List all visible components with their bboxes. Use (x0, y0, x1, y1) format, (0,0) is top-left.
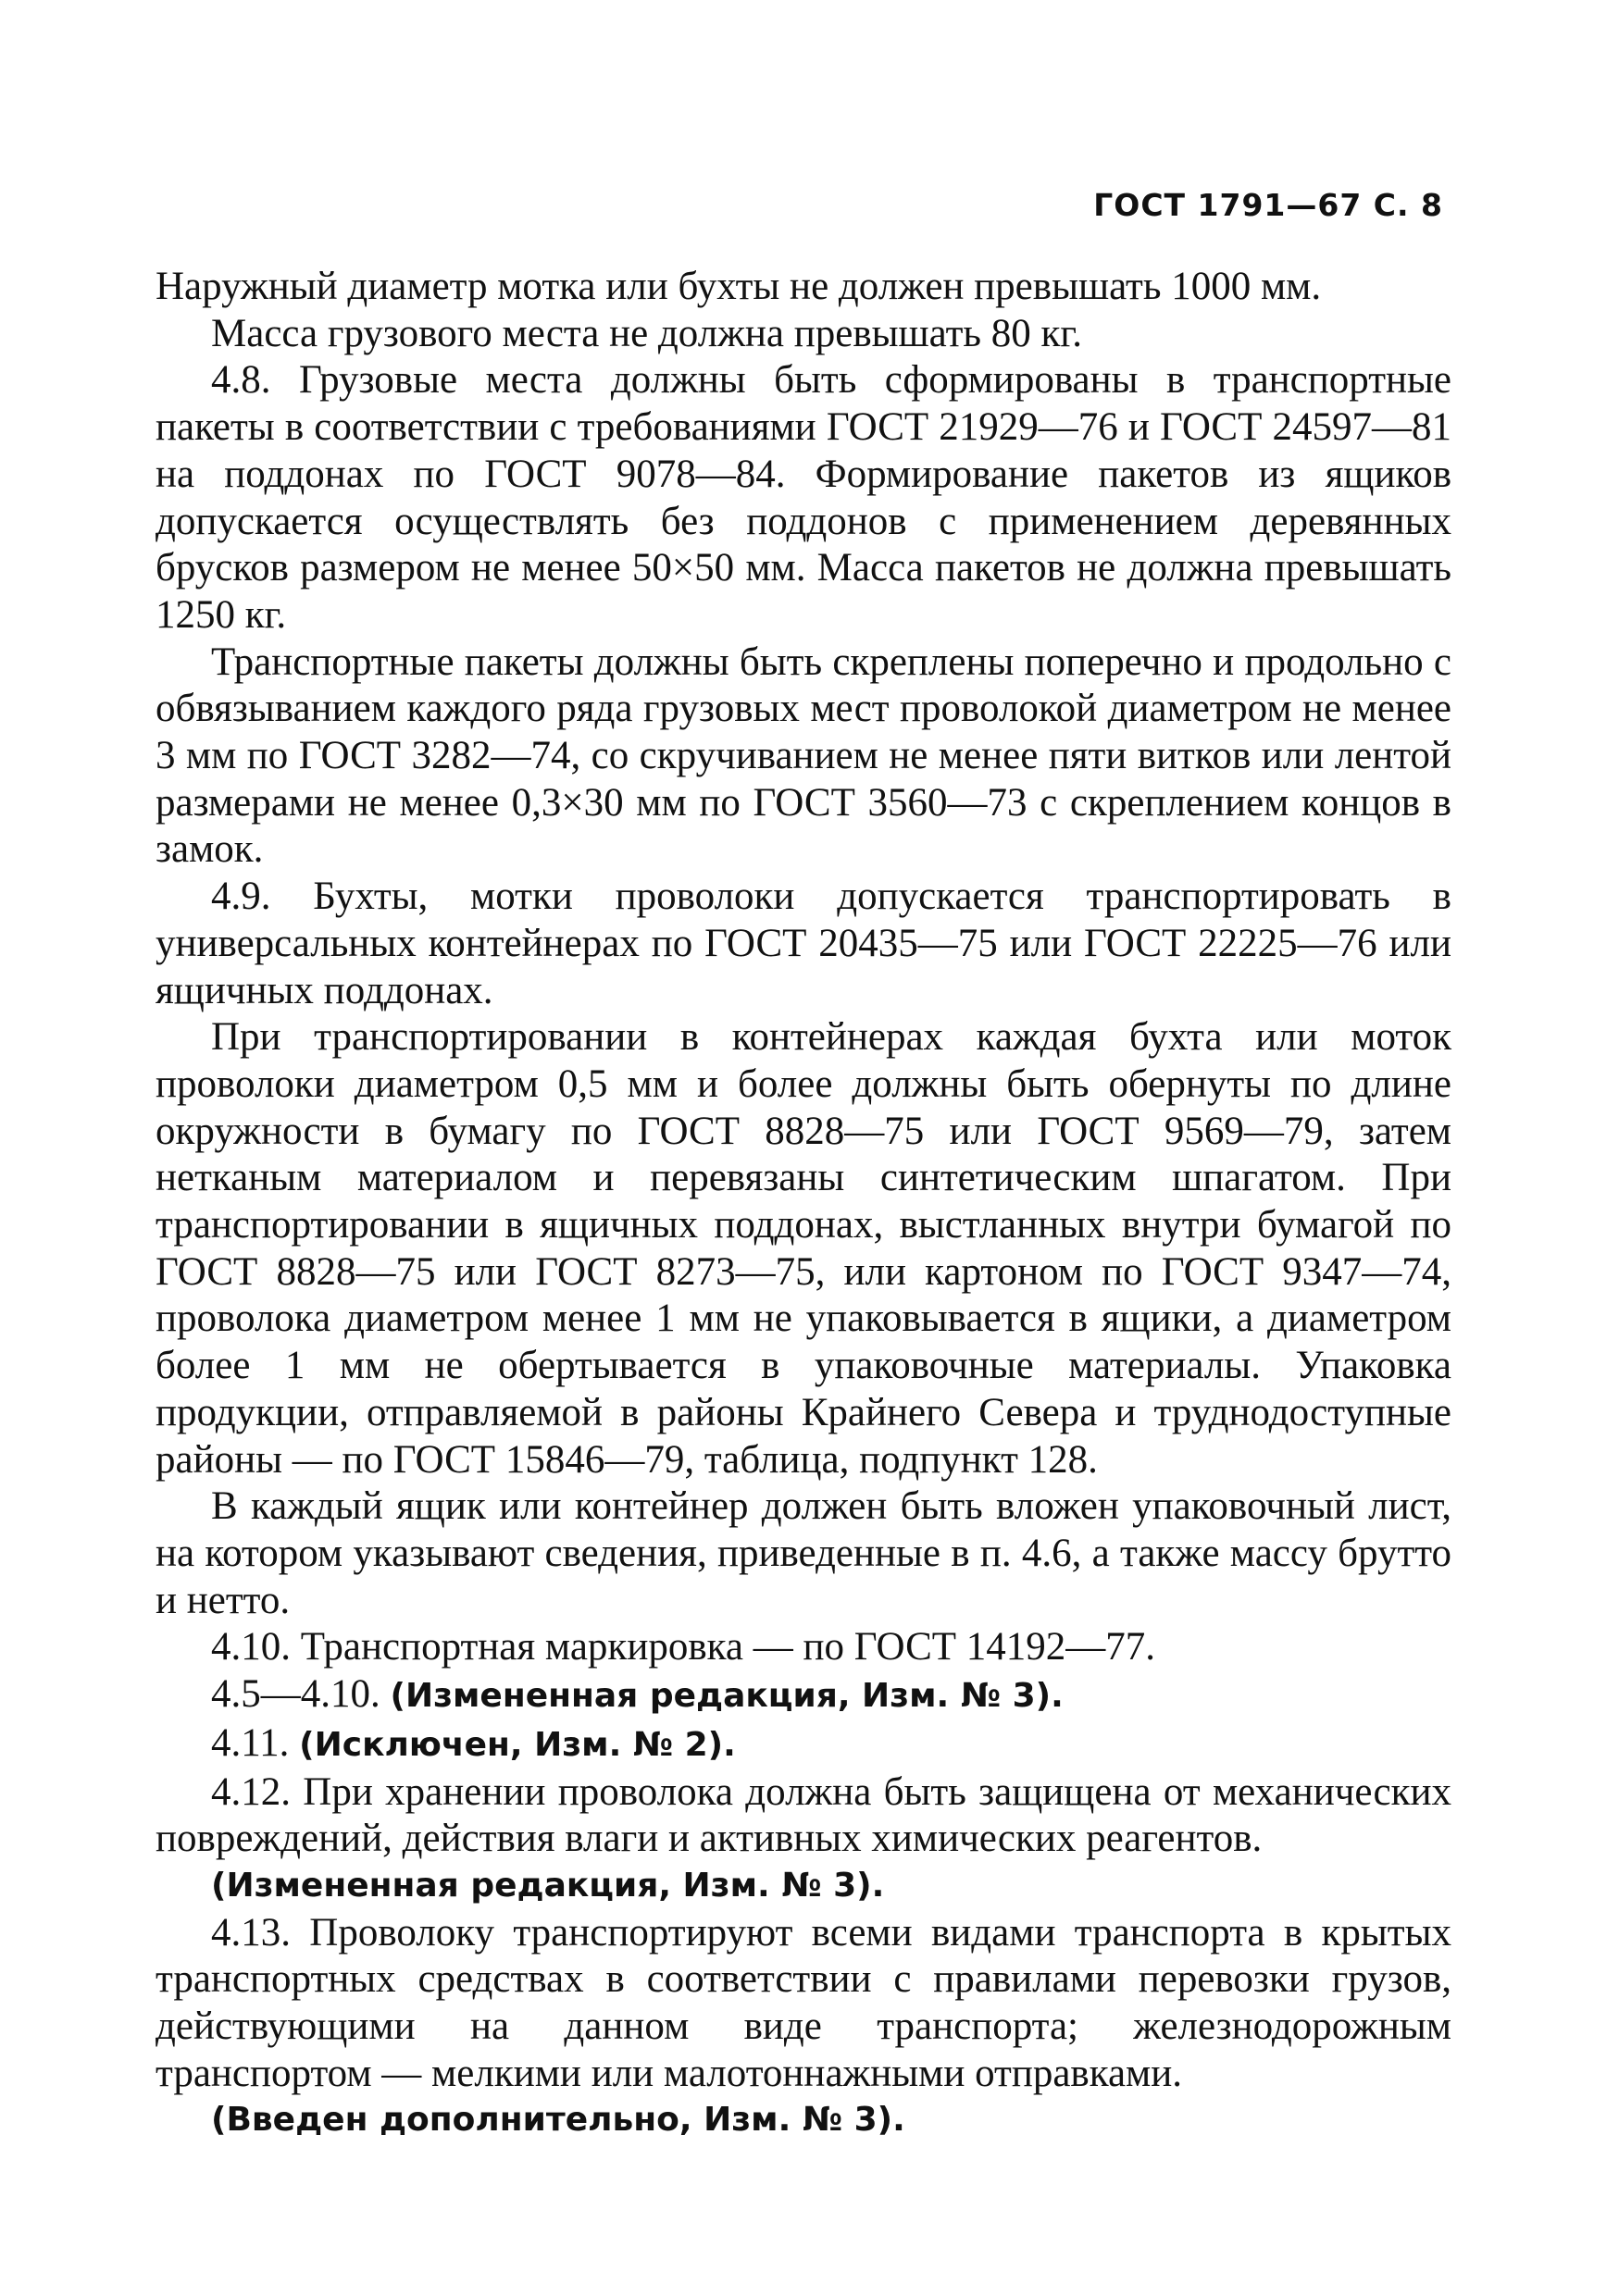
excluded-note: (Исключен, Изм. № 2). (299, 1725, 736, 1764)
paragraph-4-11 (156, 1720, 1451, 1769)
paragraph-4-9: 4.9. Бухты, мотки проволоки допускается транспортировать в универсальных контейнерах по ГОСТ 20435—75 или ГОСТ 22225—76 или ящичных поддонах. (156, 875, 1451, 1012)
paragraph-cargo-mass: Масса грузового места не должна превышать 80 кг. (211, 311, 1082, 355)
paragraph-4-12: 4.12. При хранении проволока должна быть защищена от механических повреждений, действия влаги и активных химических реагентов. (156, 1769, 1451, 1861)
paragraph-transport-packages: Транспортные пакеты должны быть скреплены поперечно и продольно с обвязыванием каждого ряда грузовых мест проволокой диаметром не менее 3 мм по ГОСТ 3282—74, со скручиванием не менее пяти витков или лентой размерами не менее 0,3×30 мм по ГОСТ 3560—73 с скреплением концов в замок. (156, 639, 1451, 872)
paragraph-4-8: 4.8. Грузовые места должны быть сформированы в транспортные пакеты в соответствии с требованиями ГОСТ 21929—76 и ГОСТ 24597—81 на поддонах по ГОСТ 9078—84. Формирование пакетов из ящиков допускается осуществлять без поддонов с применением деревянных брусков размером не менее 50×50 мм. Масса пакетов не должна превышать 1250 кг. (156, 358, 1451, 637)
paragraph-outer-diameter: Наружный диаметр мотка или бухты не должен превышать 1000 мм. (156, 265, 1322, 308)
paragraph-4-10: 4.10. Транспортная маркировка — по ГОСТ 14192—77. (211, 1625, 1156, 1669)
revision-note: (Измененная редакция, Изм. № 3). (390, 1677, 1064, 1716)
added-note-4-13: (Введен дополнительно, Изм. № 3). (211, 2101, 905, 2140)
revision-note-4-12: (Измененная редакция, Изм. № 3). (211, 1866, 885, 1905)
document-body (156, 264, 1451, 2144)
page-header: ГОСТ 1791—67 С. 8 (1093, 187, 1443, 223)
paragraph-packing-list: В каждый ящик или контейнер должен быть вложен упаковочный лист, на котором указывают сведения, приведенные в п. 4.6, а также массу брутто и нетто. (156, 1484, 1451, 1622)
note-prefix: 4.5—4.10. (211, 1672, 391, 1717)
paragraph-4-13: 4.13. Проволоку транспортируют всеми видами транспорта в крытых транспортных средствах в соответствии с правилами перевозки грузов, действующими на данном виде транспорта; железнодорожным транспортом — мелкими или малотоннажными отправками. (156, 1910, 1451, 2095)
paragraph-container-transport: При транспортировании в контейнерах каждая бухта или моток проволоки диаметром 0,5 мм и более должны быть обернуты по длине окружности в бумагу по ГОСТ 8828—75 или ГОСТ 9569—79, затем нетканым материалом и перевязаны синтетическим шпагатом. При транспортировании в ящичных поддонах, выстланных внутри бумагой по ГОСТ 8828—75 или ГОСТ 8273—75, или картоном по ГОСТ 9347—74, проволока диаметром менее 1 мм не упаковывается в ящики, а диаметром более 1 мм не обертывается в упаковочные материалы. Упаковка продукции, отправляемой в районы Крайнего Севера и труднодоступные районы — по ГОСТ 15846—79, таблица, подпункт 128. (156, 1015, 1451, 1482)
note-prefix: 4.11. (211, 1720, 300, 1765)
paragraph-4-5-4-10-note (156, 1671, 1451, 1720)
